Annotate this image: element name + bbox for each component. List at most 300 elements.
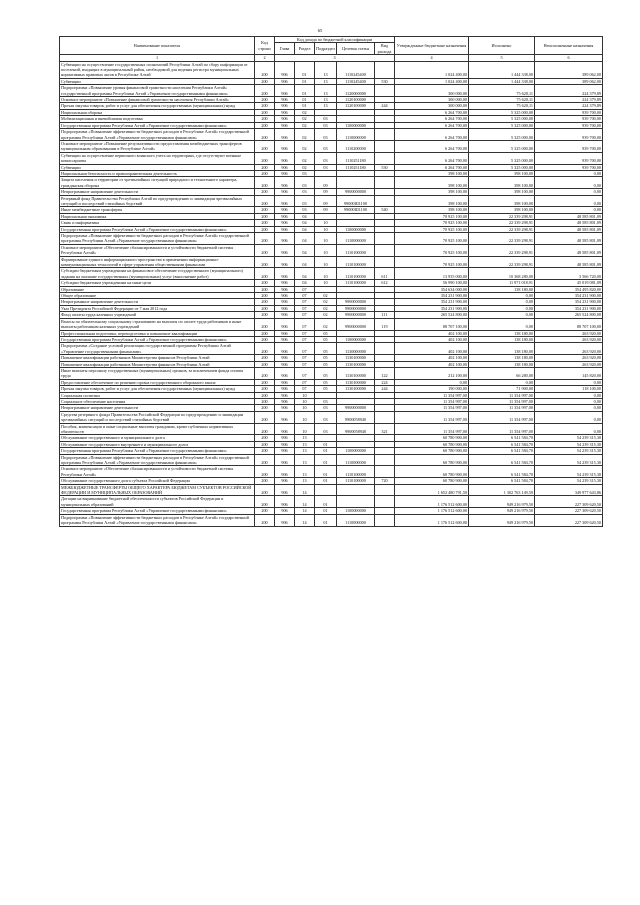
row-vid: 611 [375, 268, 395, 280]
row-unexecuted: 354 495 820,00 [535, 286, 603, 292]
row-code: 200 [255, 170, 275, 176]
row-name: Резервный фонд Правительства Республики Алтай по предупреждению и ликвидации чрезвычайных ситуаций и последствий стихийных бедствий [60, 195, 255, 207]
row-unexecuted: 354 231 900,00 [535, 299, 603, 305]
row-approved: 6 264 700,00 [395, 152, 469, 164]
row-podrazdel: 10 [315, 268, 337, 280]
row-unexecuted: 88 707 100,00 [535, 318, 603, 330]
row-executed: 138 180,00 [469, 343, 535, 355]
row-razdel: 04 [295, 280, 315, 286]
row-name: Национальная оборона [60, 109, 255, 115]
row-code: 200 [255, 392, 275, 398]
row-approved: 354 231 900,00 [395, 293, 469, 299]
row-code: 200 [255, 484, 275, 496]
row-podrazdel: 05 [315, 355, 337, 361]
row-glava: 906 [275, 78, 295, 84]
table-row [60, 423, 603, 435]
row-approved: 70 925 100,00 [395, 213, 469, 219]
row-executed: 138 180,00 [469, 286, 535, 292]
table-row [60, 411, 603, 423]
row-unexecuted: 354 231 900,00 [535, 293, 603, 299]
row-approved: 60 780 900,00 [395, 441, 469, 447]
row-name: Субсидии бюджетным учреждениям на финансовое обеспечение государственного (муниципального) задания на оказание государственных (муниципальных) услуг (выполнение работ) [60, 268, 255, 280]
row-podrazdel: 01 [315, 508, 337, 514]
table-row [60, 454, 603, 466]
row-glava: 906 [275, 103, 295, 109]
row-podrazdel: 02 [315, 305, 337, 311]
row-glava: 906 [275, 305, 295, 311]
row-executed: 5 325 000,00 [469, 116, 535, 122]
row-executed: 10 368 280,00 [469, 268, 535, 280]
row-razdel: 02 [295, 109, 315, 115]
row-target: 9900000000 [337, 305, 375, 311]
row-podrazdel: 01 [315, 454, 337, 466]
row-glava: 906 [275, 478, 295, 484]
row-podrazdel: 03 [315, 164, 337, 170]
row-code: 200 [255, 177, 275, 189]
row-executed: 0,00 [469, 312, 535, 318]
row-target: 99000Ш1100 [337, 195, 375, 207]
row-approved: 60 780 900,00 [395, 454, 469, 466]
row-code: 200 [255, 454, 275, 466]
row-glava: 906 [275, 448, 295, 454]
row-podrazdel: 09 [315, 207, 337, 213]
row-vid: 122 [375, 367, 395, 379]
row-target: 1110245400 [337, 78, 375, 84]
row-vid [375, 129, 395, 141]
row-razdel: 07 [295, 293, 315, 299]
table-row [60, 466, 603, 478]
row-code: 200 [255, 411, 275, 423]
row-unexecuted: 389 062,00 [535, 61, 603, 78]
row-target: 9900058940 [337, 411, 375, 423]
row-approved: 6 264 700,00 [395, 122, 469, 128]
row-code: 200 [255, 343, 275, 355]
row-executed: 75 620,11 [469, 97, 535, 103]
row-target: 1110100000 [337, 256, 375, 268]
row-name: Мобилизационная и вневойсковая подготовка [60, 116, 255, 122]
row-razdel: 04 [295, 226, 315, 232]
row-podrazdel: 03 [315, 405, 337, 411]
row-vid [375, 152, 395, 164]
row-name: Государственная программа Республики Алтай «Управление государственными финансами» [60, 122, 255, 128]
row-vid: 530 [375, 78, 395, 84]
table-body [60, 61, 603, 526]
row-glava: 906 [275, 361, 295, 367]
row-unexecuted: 48 585 801,09 [535, 220, 603, 226]
header-classification: Код дохода по бюджетной классификации [275, 37, 395, 43]
row-glava: 906 [275, 386, 295, 392]
row-target: 9900058940 [337, 423, 375, 435]
row-approved: 354 231 900,00 [395, 305, 469, 311]
row-name: Образование [60, 286, 255, 292]
row-code: 200 [255, 286, 275, 292]
row-glava: 906 [275, 286, 295, 292]
row-executed: 398 100,00 [469, 177, 535, 189]
row-unexecuted: 224 379,89 [535, 97, 603, 103]
row-podrazdel: 09 [315, 195, 337, 207]
row-approved: 402 100,00 [395, 343, 469, 355]
row-unexecuted: 349 977 643,86 [535, 484, 603, 496]
row-podrazdel: 05 [315, 361, 337, 367]
row-executed: 11 354 997,00 [469, 398, 535, 404]
row-vid [375, 343, 395, 355]
row-approved: 212 100,00 [395, 367, 469, 379]
row-name: Обслуживание государственного внутреннего и муниципального долга [60, 441, 255, 447]
row-unexecuted: 263 920,00 [535, 336, 603, 342]
row-glava: 906 [275, 423, 295, 435]
row-target: 1110200000 [337, 140, 375, 152]
row-name: Субсидии бюджетным учреждениям на иные цели [60, 280, 255, 286]
row-name: Непрограммное направление деятельности [60, 299, 255, 305]
row-code: 200 [255, 226, 275, 232]
row-approved: 1 024 400,00 [395, 78, 469, 84]
row-glava: 906 [275, 318, 295, 330]
row-approved: 70 925 100,00 [395, 233, 469, 245]
row-target: 1110000000 [337, 514, 375, 526]
table-row [60, 233, 603, 245]
row-razdel: 13 [295, 435, 315, 441]
row-razdel: 01 [295, 61, 315, 78]
row-glava: 906 [275, 170, 295, 176]
row-glava: 906 [275, 244, 295, 256]
row-approved: 88 707 100,00 [395, 318, 469, 330]
row-executed: 5 325 000,00 [469, 152, 535, 164]
row-glava: 906 [275, 140, 295, 152]
row-razdel: 04 [295, 220, 315, 226]
row-razdel: 13 [295, 466, 315, 478]
row-glava: 906 [275, 435, 295, 441]
row-razdel: 07 [295, 312, 315, 318]
row-name: Государственная программа Республики Алтай «Управление государственными финансами» [60, 508, 255, 514]
row-executed: 75 620,11 [469, 103, 535, 109]
table-row [60, 129, 603, 141]
row-name: Повышение квалификации работников Министерства финансов Республики Алтай [60, 361, 255, 367]
row-podrazdel: 02 [315, 299, 337, 305]
row-code: 200 [255, 355, 275, 361]
row-glava: 906 [275, 233, 295, 245]
row-approved: 60 780 900,00 [395, 466, 469, 478]
row-name: Подпрограмма «Повышение эффективности бюджетных расходов в Республике Алтай» государственной программы Республики Алтай «Управление государственными финансами» [60, 233, 255, 245]
row-glava: 906 [275, 312, 295, 318]
row-executed: 11 971 018,91 [469, 280, 535, 286]
row-executed: 138 180,00 [469, 330, 535, 336]
row-unexecuted: 0,00 [535, 423, 603, 435]
row-podrazdel: 01 [315, 441, 337, 447]
row-code: 200 [255, 508, 275, 514]
row-podrazdel [315, 484, 337, 496]
row-name: Социальная политика [60, 392, 255, 398]
row-razdel: 14 [295, 514, 315, 526]
row-unexecuted: 939 700,00 [535, 140, 603, 152]
row-target: 1110251180 [337, 164, 375, 170]
row-target [337, 177, 375, 189]
row-approved: 1 176 512 600,00 [395, 514, 469, 526]
row-approved: 402 100,00 [395, 361, 469, 367]
row-unexecuted: 54 239 315,30 [535, 435, 603, 441]
row-executed: 398 100,00 [469, 189, 535, 195]
row-code: 200 [255, 103, 275, 109]
row-executed: 6 541 584,70 [469, 435, 535, 441]
table-row [60, 514, 603, 526]
row-approved: 300 000,00 [395, 85, 469, 97]
row-code: 200 [255, 305, 275, 311]
table-row [60, 85, 603, 97]
row-approved: 11 354 997,00 [395, 392, 469, 398]
row-glava: 906 [275, 367, 295, 379]
row-unexecuted: 227 309 620,50 [535, 514, 603, 526]
row-target: 1120000000 [337, 85, 375, 97]
row-unexecuted: 939 700,00 [535, 129, 603, 141]
row-code: 200 [255, 423, 275, 435]
row-glava: 906 [275, 85, 295, 97]
row-executed: 949 216 979,50 [469, 496, 535, 508]
row-glava: 906 [275, 398, 295, 404]
row-executed: 11 354 997,00 [469, 411, 535, 423]
row-unexecuted: 263 920,00 [535, 343, 603, 355]
row-podrazdel: 13 [315, 97, 337, 103]
table-row [60, 244, 603, 256]
row-glava: 906 [275, 405, 295, 411]
row-razdel: 14 [295, 484, 315, 496]
row-glava: 906 [275, 299, 295, 305]
row-podrazdel: 10 [315, 256, 337, 268]
row-unexecuted: 0,00 [535, 189, 603, 195]
table-row [60, 152, 603, 164]
row-name: Подпрограмма «Создание условий реализации государственной программы Республики Алтай «Управление государственными финансами» [60, 343, 255, 355]
row-podrazdel: 03 [315, 122, 337, 128]
header-executed: Исполнено [469, 37, 535, 55]
row-name: Непрограммное направление деятельности [60, 189, 255, 195]
row-approved: 1 176 512 600,00 [395, 496, 469, 508]
row-vid: 224 [375, 379, 395, 385]
row-vid [375, 484, 395, 496]
table-row [60, 61, 603, 78]
row-vid: 530 [375, 164, 395, 170]
row-razdel: 02 [295, 122, 315, 128]
row-razdel: 01 [295, 78, 315, 84]
row-code: 200 [255, 122, 275, 128]
row-approved: 398 100,00 [395, 207, 469, 213]
row-podrazdel: 13 [315, 85, 337, 97]
row-razdel: 07 [295, 367, 315, 379]
row-podrazdel: 05 [315, 330, 337, 336]
row-target: 1110100000 [337, 280, 375, 286]
row-razdel: 03 [295, 195, 315, 207]
row-unexecuted: 145 820,00 [535, 367, 603, 379]
row-code: 200 [255, 299, 275, 305]
table-row [60, 195, 603, 207]
row-code: 200 [255, 478, 275, 484]
row-podrazdel: 13 [315, 61, 337, 78]
row-glava: 906 [275, 122, 295, 128]
row-approved: 70 925 100,00 [395, 256, 469, 268]
row-razdel: 03 [295, 170, 315, 176]
row-target: 9900000000 [337, 299, 375, 305]
row-code: 200 [255, 129, 275, 141]
row-name: Иные межбюджетные трансферты [60, 207, 255, 213]
row-unexecuted: 48 585 801,09 [535, 244, 603, 256]
header-razdel: Раздел [295, 43, 315, 55]
row-unexecuted: 54 239 315,30 [535, 478, 603, 484]
header-target: Целевая статья [337, 43, 375, 55]
row-unexecuted: 118 100,00 [535, 386, 603, 392]
row-unexecuted: 265 524 800,00 [535, 312, 603, 318]
row-executed: 949 216 979,50 [469, 508, 535, 514]
row-glava: 906 [275, 152, 295, 164]
row-podrazdel: 09 [315, 189, 337, 195]
row-executed: 22 339 298,91 [469, 213, 535, 219]
row-name: Прочая закупка товаров, работ и услуг для обеспечения государственных (муниципальных) нужд [60, 386, 255, 392]
row-code: 200 [255, 189, 275, 195]
row-podrazdel: 03 [315, 116, 337, 122]
row-podrazdel: 01 [315, 478, 337, 484]
report-table [59, 36, 603, 527]
row-target: 1130100000 [337, 361, 375, 367]
row-approved: 11 354 997,00 [395, 423, 469, 435]
row-vid: 612 [375, 280, 395, 286]
row-code: 200 [255, 213, 275, 219]
column-number: 5 [469, 55, 535, 61]
row-code: 200 [255, 61, 275, 78]
row-name: Пособия, компенсации и иные социальные выплаты гражданам, кроме публичных нормативных обязательств [60, 423, 255, 435]
row-name: Защита населения и территории от чрезвычайных ситуаций природного и техногенного характера, гражданская оборона [60, 177, 255, 189]
row-approved: 398 100,00 [395, 170, 469, 176]
row-name: Государственная программа Республики Алтай «Управление государственными финансами» [60, 226, 255, 232]
row-unexecuted: 54 239 315,30 [535, 441, 603, 447]
row-glava: 906 [275, 61, 295, 78]
row-unexecuted: 54 239 315,30 [535, 466, 603, 478]
row-razdel: 02 [295, 164, 315, 170]
row-name: Указ Президента Российской Федерации от 7 мая 2012 года [60, 305, 255, 311]
row-unexecuted: 354 231 900,00 [535, 305, 603, 311]
row-glava: 906 [275, 177, 295, 189]
row-razdel: 01 [295, 97, 315, 103]
row-podrazdel: 05 [315, 386, 337, 392]
row-approved: 6 264 700,00 [395, 164, 469, 170]
row-code: 200 [255, 336, 275, 342]
row-approved: 0,00 [395, 379, 469, 385]
table-row [60, 367, 603, 379]
row-unexecuted: 939 700,00 [535, 122, 603, 128]
row-unexecuted: 0,00 [535, 411, 603, 423]
row-razdel: 10 [295, 411, 315, 423]
row-unexecuted: 939 700,00 [535, 152, 603, 164]
row-executed: 11 354 997,00 [469, 423, 535, 435]
row-unexecuted: 3 566 720,00 [535, 268, 603, 280]
row-name: Непрограммное направление деятельности [60, 405, 255, 411]
row-razdel: 07 [295, 305, 315, 311]
row-executed: 5 325 000,00 [469, 129, 535, 141]
row-target: 1110000000 [337, 233, 375, 245]
row-vid [375, 233, 395, 245]
row-name: Национальная безопасность и правоохранительная деятельность [60, 170, 255, 176]
header-unexecuted: Неисполненные назначения [535, 37, 603, 55]
row-vid: 244 [375, 386, 395, 392]
row-unexecuted: 0,00 [535, 207, 603, 213]
row-podrazdel: 01 [315, 514, 337, 526]
row-glava: 906 [275, 336, 295, 342]
row-podrazdel: 10 [315, 280, 337, 286]
row-razdel: 13 [295, 478, 315, 484]
row-razdel: 07 [295, 343, 315, 355]
row-razdel: 07 [295, 286, 315, 292]
table-row [60, 484, 603, 496]
row-podrazdel: 02 [315, 318, 337, 330]
row-razdel: 13 [295, 441, 315, 447]
row-target: 1130100000 [337, 367, 375, 379]
row-name: Государственная программа Республики Алтай «Управление государственными финансами» [60, 336, 255, 342]
row-target: 1130100000 [337, 386, 375, 392]
row-razdel: 07 [295, 361, 315, 367]
row-name: Социальное обеспечение населения [60, 398, 255, 404]
row-glava: 906 [275, 293, 295, 299]
row-podrazdel: 03 [315, 398, 337, 404]
column-number: 1 [60, 55, 255, 61]
table-row [60, 140, 603, 152]
row-vid: 321 [375, 423, 395, 435]
row-name: Взносы по обязательному социальному страхованию на выплаты по оплате труда работников и иные выплаты работникам казенных учреждений [60, 318, 255, 330]
row-unexecuted: 48 585 801,09 [535, 256, 603, 268]
row-executed: 5 325 000,00 [469, 109, 535, 115]
row-code: 200 [255, 195, 275, 207]
row-unexecuted: 389 062,00 [535, 78, 603, 84]
row-razdel: 02 [295, 116, 315, 122]
row-executed: 398 100,00 [469, 207, 535, 213]
row-executed: 11 354 997,00 [469, 405, 535, 411]
row-approved: 265 524 800,00 [395, 312, 469, 318]
row-approved: 398 100,00 [395, 195, 469, 207]
row-vid [375, 411, 395, 423]
row-glava: 906 [275, 508, 295, 514]
row-glava: 906 [275, 411, 295, 423]
row-razdel: 10 [295, 423, 315, 435]
row-glava: 906 [275, 207, 295, 213]
row-name: Основное мероприятие «Повышение результативности предоставления межбюджетных трансфертов муниципальным образованиям в Республике Алтай» [60, 140, 255, 152]
table-row [60, 496, 603, 508]
row-executed: 22 339 298,91 [469, 226, 535, 232]
row-code: 200 [255, 85, 275, 97]
row-code: 200 [255, 293, 275, 299]
row-unexecuted: 48 585 801,09 [535, 233, 603, 245]
row-approved: 13 935 000,00 [395, 268, 469, 280]
row-name: Обслуживание государственного и муниципального долга [60, 435, 255, 441]
row-target: 1110100000 [337, 268, 375, 280]
row-target: 1130000000 [337, 343, 375, 355]
row-unexecuted: 224 379,89 [535, 103, 603, 109]
row-glava: 906 [275, 330, 295, 336]
row-razdel: 10 [295, 398, 315, 404]
row-code: 200 [255, 435, 275, 441]
row-glava: 906 [275, 454, 295, 466]
row-executed: 5 325 000,00 [469, 164, 535, 170]
row-glava: 906 [275, 484, 295, 496]
row-approved: 60 780 900,00 [395, 478, 469, 484]
row-code: 200 [255, 280, 275, 286]
row-name: Основное мероприятие «Обеспечение сбалансированности и устойчивости бюджетной системы Республики Алтай» [60, 466, 255, 478]
row-approved: 398 100,00 [395, 189, 469, 195]
row-vid [375, 256, 395, 268]
row-executed: 22 339 298,91 [469, 244, 535, 256]
row-unexecuted: 939 700,00 [535, 109, 603, 115]
row-approved: 6 264 700,00 [395, 109, 469, 115]
row-podrazdel: 05 [315, 379, 337, 385]
row-code: 200 [255, 386, 275, 392]
row-razdel: 13 [295, 454, 315, 466]
row-razdel: 10 [295, 392, 315, 398]
row-target: 1100000000 [337, 448, 375, 454]
row-target [337, 484, 375, 496]
row-razdel: 03 [295, 177, 315, 189]
